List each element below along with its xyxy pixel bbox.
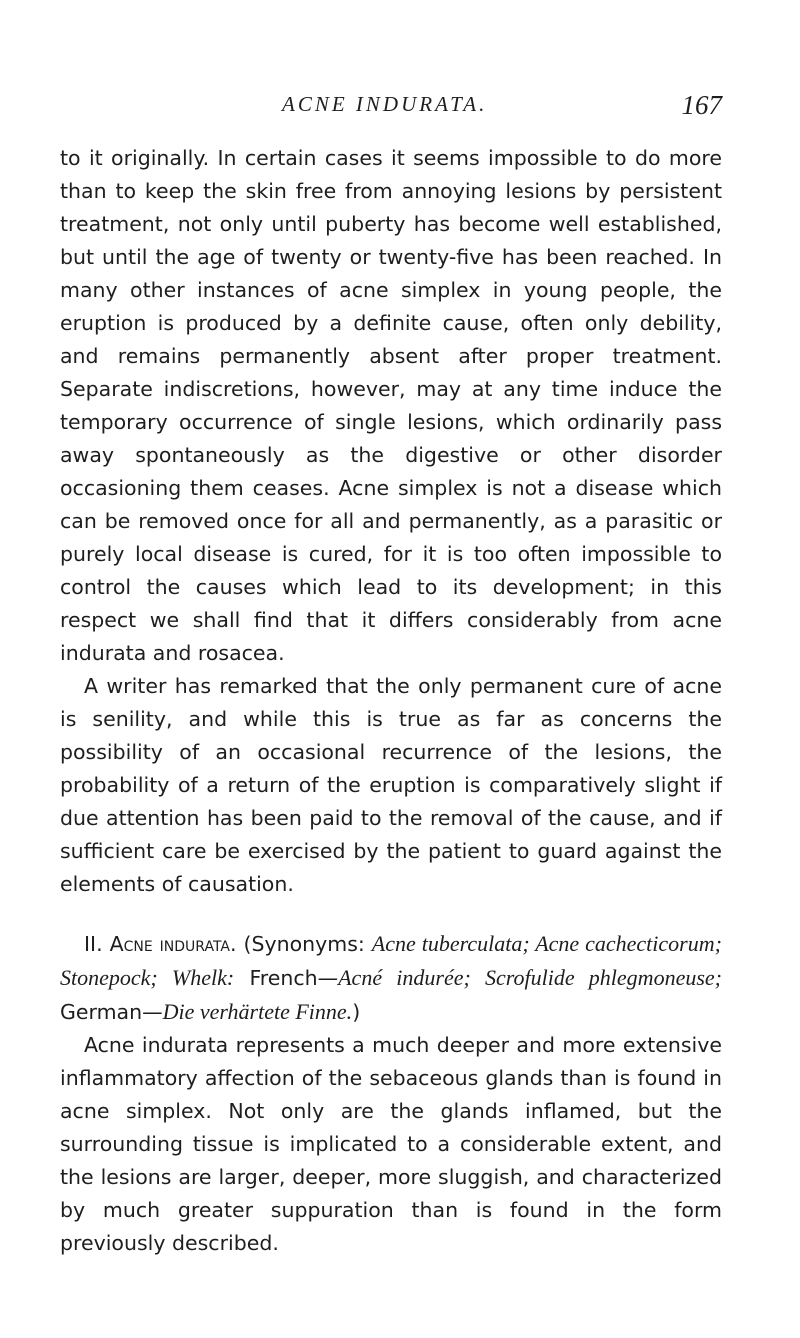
section-heading-acne-indurata [60, 927, 722, 1029]
page-number: 167 [681, 90, 722, 120]
section-title: Acne indurata. [109, 932, 237, 956]
synonyms-close: ) [352, 1000, 361, 1024]
german-label: German— [60, 1000, 163, 1024]
page-body [60, 142, 722, 1260]
french-label: French— [249, 966, 339, 990]
german-synonym: Die verhärtete Finne. [162, 999, 353, 1024]
page-header [60, 92, 722, 126]
synonyms-open: (Synonyms: [243, 932, 365, 956]
paragraph-acne-indurata-description: Acne indurata represents a much deeper and more extensive inflammatory affection of the sebaceous glands than is found in acne simplex. Not only are the glands inflamed, but the surrounding tissue is implicated to a considerable extent, and the lesions are larger, deeper, more sluggish, and characterized by much greater suppuration than is found in the form previously described. [60, 1033, 722, 1255]
paragraph-senility: A writer has remarked that the only permanent cure of acne is senility, and while this is true as far as concerns the possibility of an occasional recurrence of the lesions, the probability of a return of the eruption is comparatively slight if due attention has been paid to the removal of the cause, and if sufficient care be exercised by the patient to guard against the elements of causation. [60, 674, 722, 896]
section-number: II. [84, 932, 103, 956]
french-synonyms: Acné indurée; Scrofulide phlegmoneuse; [338, 965, 722, 990]
running-head: ACNE INDURATA. [282, 92, 488, 116]
latin-synonyms: Acne tuberculata; Acne cachecticorum; Stonepock; Whelk: [60, 931, 722, 990]
paragraph-continuation: to it originally. In certain cases it seems impossible to do more than to keep the skin free from annoying lesions by persistent treatment, not only until puberty has become well established, but until the age of twenty or twenty-five has been reached. In many other instances of acne simplex in young people, the eruption is produced by a definite cause, often only debility, and remains permanently absent after proper treatment. Separate indiscretions, however, may at any time induce the temporary occurrence of single lesions, which ordinarily pass away spontaneously as the digestive or other disorder occasioning them ceases. Acne simplex is not a disease which can be removed once for all and permanently, as a parasitic or purely local disease is cured, for it is too often impossible to control the causes which lead to its development; in this respect we shall find that it differs considerably from acne indurata and rosacea. [60, 146, 722, 665]
